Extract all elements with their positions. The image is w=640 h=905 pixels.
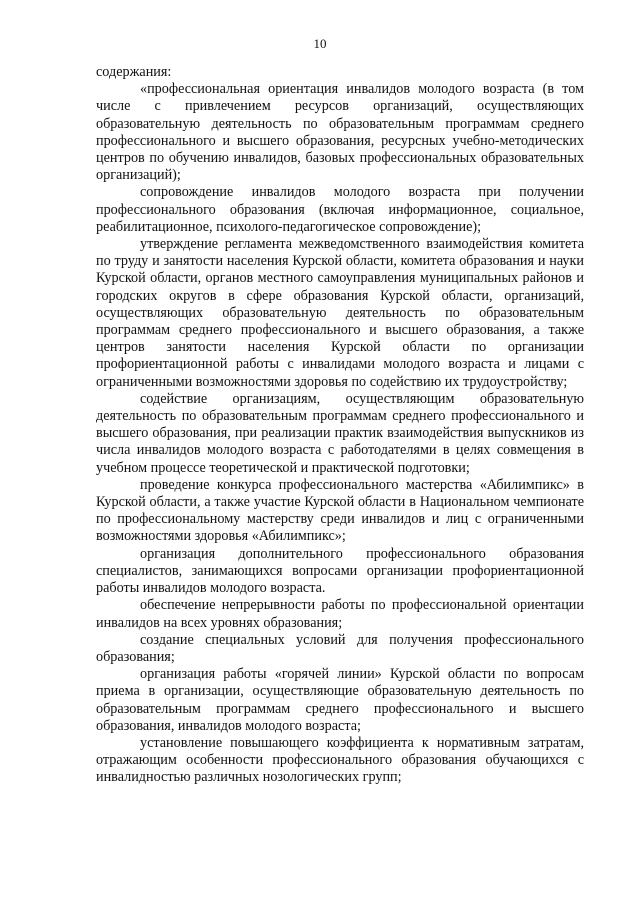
page-number: 10: [313, 36, 327, 51]
paragraph-assistance: содействие организациям, осуществляющим образовательную деятельность по образовательным программам среднего профессионального и высшего образования, при реализации практик взаимодействия выпускников из числа инвалидов молодого возраста с работодателями в целях совмещения в учебном процессе теоретической и практической подготовки;: [96, 390, 584, 476]
paragraph-additional-education: организация дополнительного профессионального образования специалистов, занимающихся вопросами организации профориентационной работы инвалидов молодого возраста.: [96, 545, 584, 597]
paragraph-hotline: организация работы «горячей линии» Курской области по вопросам приема в организации, осуществляющие образовательную деятельность по образовательным программам среднего профессионального и высшего образования, инвалидов молодого возраста;: [96, 666, 584, 734]
paragraph-continuity: обеспечение непрерывности работы по профессиональной ориентации инвалидов на всех уровнях образования;: [96, 597, 584, 631]
paragraph-intro: содержания:: [96, 64, 172, 80]
paragraph-abilympics: проведение конкурса профессионального мастерства «Абилимпикс» в Курской области, а также участие Курской области в Национальном чемпионате по профессиональному мастерству среди инвалидов и лиц с ограниченными возможностями здоровья «Абилимпикс»;: [96, 476, 584, 545]
paragraph-career-guidance: «профессиональная ориентация инвалидов молодого возраста (в том числе с привлечением ресурсов организаций, осуществляющих образовательную деятельность по образовательным программам среднего профессионального и высшего образования, ресурсных учебно-методических центров по обучению инвалидов, базовых профессиональных образовательных организаций);: [96, 81, 584, 184]
paragraph-special-conditions: создание специальных условий для получения профессионального образования;: [96, 631, 584, 665]
paragraph-regulation: утверждение регламента межведомственного взаимодействия комитета по труду и занятости населения Курской области, комитета образования и науки Курской области, органов местного самоуправления муниципальных районов и городских округов в сфере образования Курской области, организаций, осуществляющих образовательную деятельность по образовательным программам среднего профессионального и высшего образования, а также центров занятости населения Курской области по организации профориентационной работы с инвалидами молодого возраста и лицами с ограниченными возможностями здоровья по содействию их трудоустройству;: [96, 236, 584, 390]
paragraph-support: сопровождение инвалидов молодого возраста при получении профессионального образования (включая информационное, социальное, реабилитационное, психолого-педагогическое сопровождение);: [96, 184, 584, 235]
body-text: [96, 64, 584, 787]
paragraph-coefficient: установление повышающего коэффициента к нормативным затратам, отражающим особенности профессионального образования обучающихся с инвалидностью различных нозологических групп;: [96, 734, 584, 786]
